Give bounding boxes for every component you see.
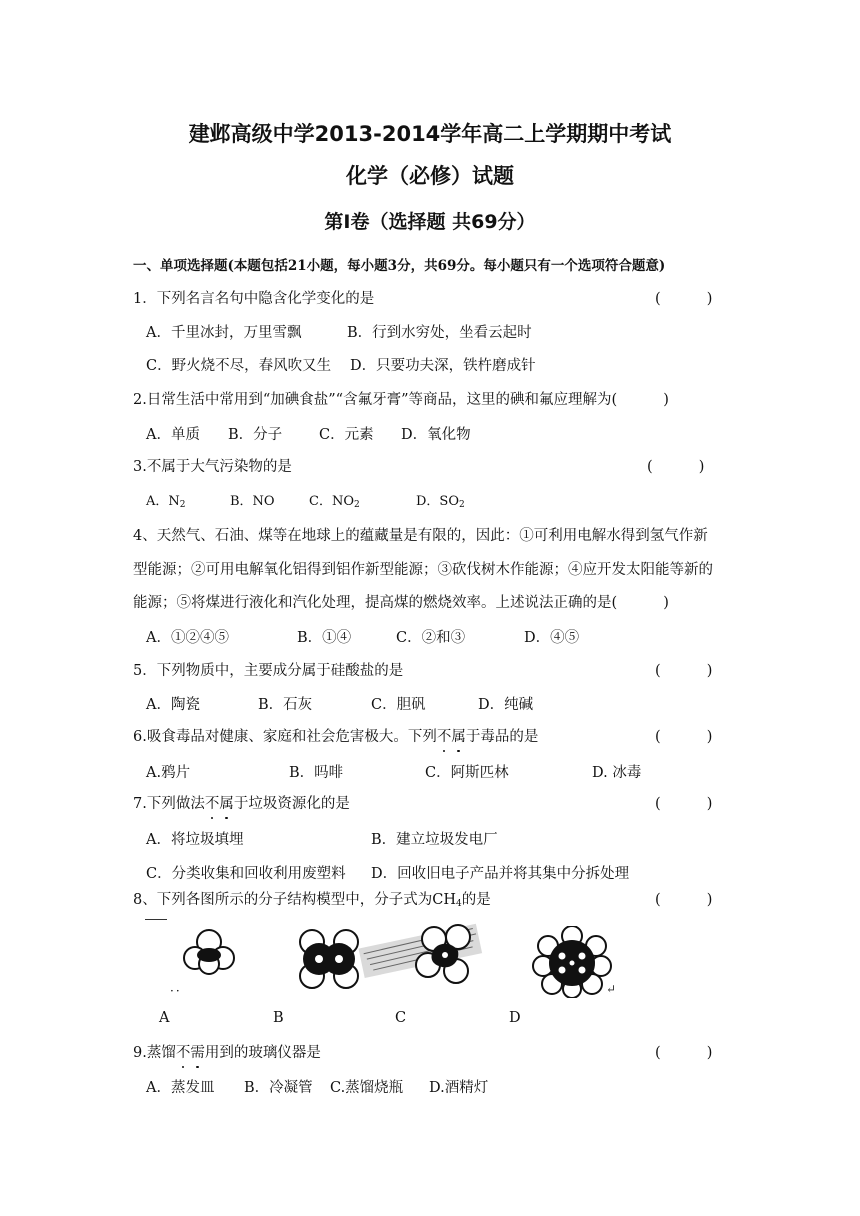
q3-option-d	[416, 492, 465, 515]
q3-option-d-subscript: 2	[459, 500, 465, 510]
q9-emphasis-2: 需	[190, 1045, 205, 1061]
question-3-stem: 3.不属于大气污染物的是	[133, 459, 292, 475]
q9-option-b: B．冷凝管	[244, 1080, 313, 1096]
part-heading: 第Ⅰ卷（选择题 共69分）	[324, 211, 536, 233]
q4-option-d: D．④⑤	[524, 630, 580, 646]
question-8-stem	[133, 890, 491, 914]
stray-dash-mark	[145, 919, 167, 920]
q4-option-b: B．①④	[297, 630, 352, 646]
q3-option-c-subscript: 2	[353, 500, 360, 510]
q6-emphasis-2: 属	[451, 729, 466, 745]
answer-bracket-9: ( )	[655, 1045, 713, 1061]
q6-stem-pre: 6.吸食毒品对健康、家庭和社会危害极大。下列	[133, 729, 437, 745]
q9-option-c: C.蒸馏烧瓶	[330, 1080, 404, 1096]
molecule-model-d-image	[532, 926, 612, 998]
question-4-line-2: 型能源；②可用电解氧化铝得到铝作新型能源；③砍伐树木作能源；④应开发太阳能等新的	[133, 562, 713, 578]
q7-emphasis-2: 属	[219, 796, 234, 812]
molecule-model-c-image	[412, 915, 480, 995]
q8-stem-subscript: 4	[455, 899, 462, 909]
q6-stem-post: 于毒品的是	[465, 729, 539, 745]
answer-bracket-7: ( )	[655, 796, 713, 812]
q3-option-c-text: C．NO	[309, 494, 354, 509]
q7-option-c: C．分类收集和回收利用废塑料	[146, 866, 346, 882]
question-4-line-1: 4、天然气、石油、煤等在地球上的蕴藏量是有限的，因此：①可利用电解水得到氢气作新	[133, 528, 708, 544]
q9-stem-post: 用到的玻璃仪器是	[204, 1045, 321, 1061]
q7-option-a: A．将垃圾填埋	[146, 832, 244, 848]
q3-option-c	[309, 492, 360, 515]
question-4-line-3: 能源；⑤将煤进行液化和汽化处理，提高煤的燃烧效率。上述说法正确的是( )	[133, 595, 669, 611]
q9-emphasis-1: 不	[175, 1045, 191, 1061]
q2-option-c: C．元素	[319, 427, 374, 443]
molecule-model-a-image	[180, 915, 240, 987]
section-heading	[133, 256, 665, 276]
q6-option-a: A.鸦片	[146, 765, 191, 781]
question-7-stem	[133, 794, 350, 814]
q4-option-c: C．②和③	[396, 630, 466, 646]
answer-bracket-8: ( )	[655, 892, 713, 908]
q2-option-d: D．氧化物	[401, 427, 471, 443]
q6-option-b: B．吗啡	[289, 765, 344, 781]
question-2-stem: 2.日常生活中常用到“加碘食盐”“含氟牙膏”等商品，这里的碘和氟应理解为( )	[133, 392, 669, 408]
figure-label-a: A	[159, 1010, 170, 1026]
answer-bracket-3: ( )	[647, 459, 705, 475]
q8-stem-text: 8、下列各图所示的分子结构模型中，分子式为CH	[133, 892, 456, 908]
q2-option-b: B．分子	[228, 427, 283, 443]
section-heading-text: 一、单项选择题(本题包括21小题，每小题3分，共69分。每小题只有一个选项符合题意)	[133, 258, 666, 274]
q7-emphasis-1: 不	[204, 796, 220, 812]
q1-option-c: C．野火烧不尽，春风吹又生	[146, 358, 332, 374]
q8-stem-post: 的是	[461, 892, 491, 908]
q3-option-a-subscript: 2	[179, 500, 186, 510]
figure-label-b: B	[273, 1010, 284, 1026]
stray-dots: ··	[170, 984, 182, 998]
answer-bracket-5: ( )	[655, 663, 713, 679]
q3-option-a-text: A．N	[146, 494, 180, 509]
q1-option-a: A．千里冰封，万里雪飘	[146, 325, 302, 341]
q7-option-b: B．建立垃圾发电厂	[371, 832, 498, 848]
exam-subtitle: 化学（必修）试题	[346, 164, 514, 188]
question-6-stem	[133, 727, 538, 747]
q9-option-d: D.酒精灯	[429, 1080, 489, 1096]
answer-bracket-6: ( )	[655, 729, 713, 745]
q2-option-a: A．单质	[146, 427, 200, 443]
q6-option-c: C．阿斯匹林	[425, 765, 509, 781]
q9-stem-pre: 9.蒸馏	[133, 1045, 176, 1061]
q4-option-a: A．①②④⑤	[146, 630, 229, 646]
q1-option-d: D．只要功夫深，铁杵磨成针	[350, 358, 536, 374]
question-9-stem	[133, 1043, 321, 1063]
figure-label-c: C	[395, 1010, 407, 1026]
q6-emphasis-1: 不	[436, 729, 452, 745]
q5-option-d: D．纯碱	[478, 697, 534, 713]
q1-option-b: B．行到水穷处，坐看云起时	[347, 325, 532, 341]
q7-stem-pre: 7.下列做法	[133, 796, 205, 812]
q3-option-d-text: D．SO	[416, 494, 459, 509]
question-1-stem: 1．下列名言名句中隐含化学变化的是	[133, 291, 375, 307]
q7-stem-post: 于垃圾资源化的是	[233, 796, 350, 812]
question-5-stem: 5．下列物质中，主要成分属于硅酸盐的是	[133, 663, 404, 679]
q9-option-a: A．蒸发皿	[146, 1080, 215, 1096]
return-arrow-icon: ↵	[606, 982, 617, 996]
q5-option-a: A．陶瓷	[146, 697, 200, 713]
q6-option-d: D. 冰毒	[592, 765, 642, 781]
q3-option-a	[146, 492, 186, 515]
q5-option-b: B．石灰	[258, 697, 313, 713]
q5-option-c: C．胆矾	[371, 697, 426, 713]
q3-option-b: B．NO	[230, 494, 275, 509]
figure-label-d: D	[509, 1010, 521, 1026]
answer-bracket-1: ( )	[655, 291, 713, 307]
q7-option-d: D．回收旧电子产品并将其集中分拆处理	[371, 866, 630, 882]
exam-title: 建邺高级中学2013-2014学年高二上学期期中考试	[188, 122, 672, 146]
